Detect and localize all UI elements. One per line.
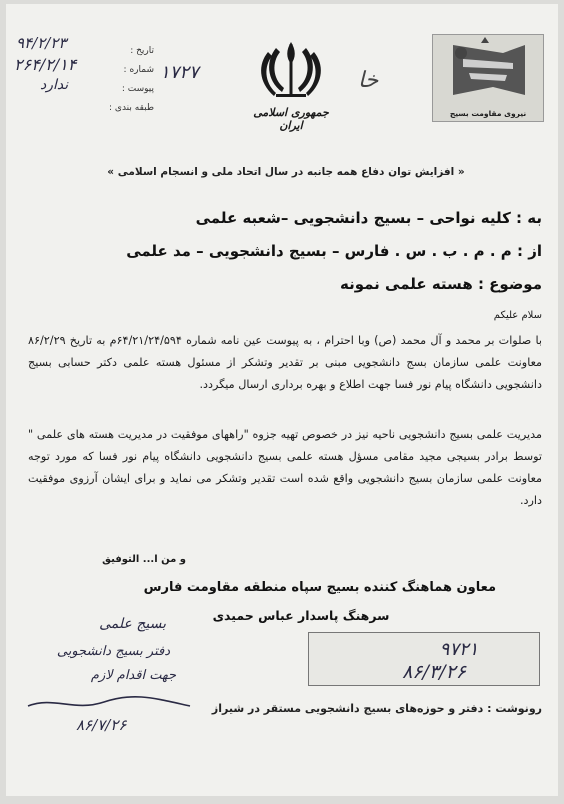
basij-logo-box bbox=[432, 34, 544, 122]
body-paragraph-1: با صلوات بر محمد و آل محمد (ص) وبا احترام ، به پیوست عین نامه شماره ۶۴/۲۱/۲۴/۵۹۴م به تاریخ ۸۶/۲/۲۹ معاونت علمی سازمان بسج دانشجویی مبنی بر تقدیر وتشکر از مسئول هسته علمی دکتر حسابی بسیج دانشجویی دانشگاه پیام نور فسا جهت اطلاع و بهره برداری ارسال میگردد. bbox=[28, 334, 543, 391]
margin-note-2: دفتر بسیج دانشجویی bbox=[56, 644, 170, 659]
from-line: از : م . م . ب . س . فارس – بسیج دانشجویی – مد علمی bbox=[126, 242, 542, 260]
basij-logo-icon bbox=[433, 35, 543, 105]
body-paragraph-2: مدیریت علمی بسیج دانشجویی ناحیه نیز در خصوص تهیه جزوه "راههای موفقیت در مدیریت هسته های علمی " توسط برادر بسیجی مجید مقامی مسؤل هسته علمی بسیج دانشجویی دانشگاه پیام نور فسا که مورد توجه معاونت علمی سازمان بسیج دانشجویی واقع شده است تقدیر وتشکر می نماید و برای ایشان آرزوی موفقیت دارد. bbox=[28, 428, 542, 507]
iran-emblem bbox=[246, 38, 336, 132]
classification-label: طبقه بندی : bbox=[109, 103, 154, 113]
margin-note-4: ۸۶/۷/۲۶ bbox=[76, 716, 127, 734]
hand-side-number: ۱۷۲۷ bbox=[160, 62, 199, 83]
letter-page bbox=[6, 4, 558, 796]
hand-number: ۲۶۴/۲/۱۴ bbox=[14, 55, 77, 74]
cc-line: رونوشت : دفتر و حوزه‌های بسیج دانشجویی مستقر در شیراز bbox=[211, 702, 542, 715]
margin-note-3: جهت اقدام لازم bbox=[90, 668, 176, 683]
closing: و من ا... التوفیق bbox=[102, 554, 186, 565]
hand-attachment: ندارد bbox=[40, 77, 69, 93]
stamp-number: ۹۷۲۱ bbox=[439, 639, 479, 660]
hand-date: ۹۴/۲/۲۳ bbox=[16, 34, 67, 52]
subject-line: موضوع : هسته علمی نمونه bbox=[339, 275, 542, 293]
emblem-icon bbox=[246, 38, 336, 100]
signature-title: معاون هماهنگ کننده بسیج سپاه منطقه مقاومت فارس bbox=[143, 580, 496, 595]
attachment-label: پیوست : bbox=[121, 84, 154, 94]
to-line: به : کلیه نواحی – بسیج دانشجویی –شعبه علمی bbox=[195, 209, 542, 227]
margin-note-1: بسیج علمی bbox=[99, 616, 166, 632]
number-label: شماره : bbox=[123, 65, 154, 75]
hand-top-note: خا bbox=[358, 68, 379, 93]
signature-name: سرهنگ پاسدار عباس حمیدی bbox=[212, 608, 390, 623]
emblem-caption: جمهوری اسلامی ایران bbox=[253, 106, 329, 132]
slogan: « افزایش توان دفاع همه جانبه در سال اتحاد ملی و انسجام اسلامی » bbox=[107, 166, 465, 178]
stamp-date: ۸۶/۳/۲۶ bbox=[402, 661, 466, 683]
date-label: تاریخ : bbox=[130, 46, 154, 56]
registry-stamp bbox=[308, 632, 540, 686]
logo-caption: نیروی مقاومت بسیج bbox=[449, 109, 527, 118]
greeting: سلام علیکم bbox=[493, 310, 542, 321]
